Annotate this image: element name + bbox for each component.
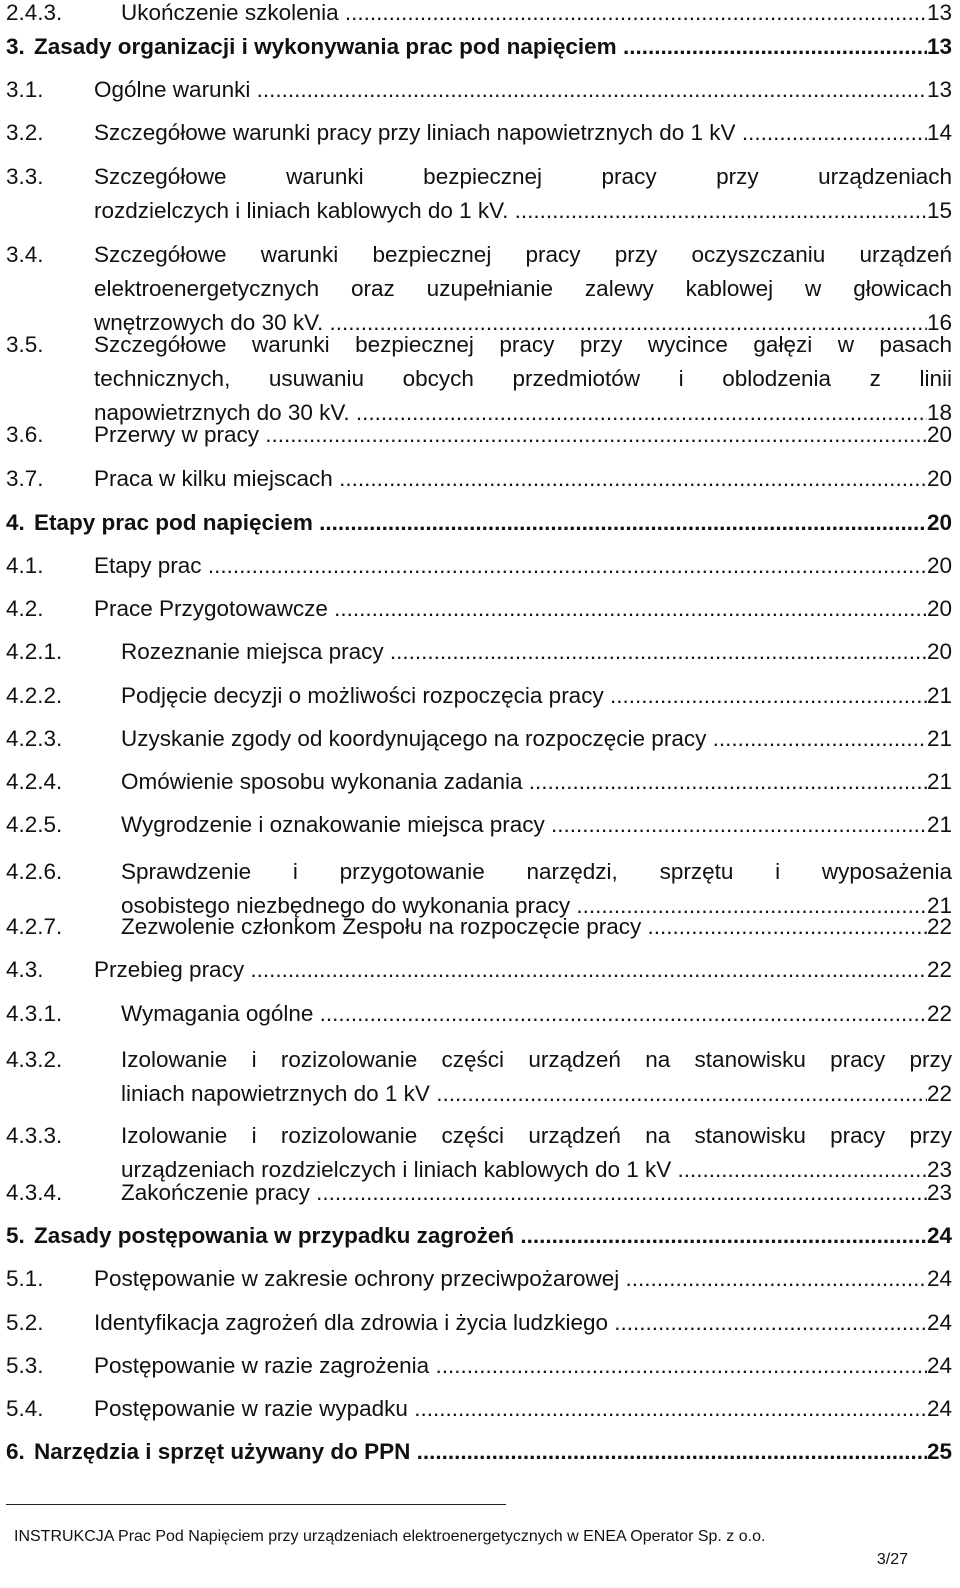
toc-entry[interactable] bbox=[6, 1349, 952, 1383]
toc-entry-page: 13 bbox=[926, 34, 952, 59]
toc-entry[interactable] bbox=[6, 418, 952, 452]
toc-entry-page: 23 bbox=[926, 1157, 952, 1182]
toc-entry-title: Ogólne warunki ..... bbox=[94, 73, 927, 107]
toc-entry-title: Zakończenie pracy ..... bbox=[121, 1176, 927, 1210]
toc-entry-page: 24 bbox=[926, 1266, 952, 1291]
toc-entry-title: Zasady organizacji i wykonywania prac pod napięciem ..... bbox=[34, 30, 927, 64]
toc-entry-title: Przebieg pracy ..... bbox=[94, 953, 927, 987]
toc-entry-page: 13 bbox=[926, 0, 952, 25]
toc-entry-title: osobistego niezbędnego do wykonania pracy ..... bbox=[121, 889, 927, 923]
toc-entry-number: 4. bbox=[6, 510, 25, 535]
toc-entry[interactable] bbox=[6, 0, 952, 30]
toc-entry-page: 13 bbox=[926, 77, 952, 102]
toc-entry-page: 24 bbox=[926, 1396, 952, 1421]
toc-entry[interactable] bbox=[6, 462, 952, 496]
toc-entry[interactable] bbox=[6, 116, 952, 150]
toc-entry-number: 4.2. bbox=[6, 596, 44, 621]
footer-text: INSTRUKCJA Prac Pod Napięciem przy urządzeniach elektroenergetycznych w ENEA Operator Sp. z o.o. bbox=[14, 1528, 766, 1545]
toc-entry-number: 3.5. bbox=[6, 332, 44, 357]
toc-entry-page: 18 bbox=[926, 400, 952, 425]
toc-entry-title: Rozeznanie miejsca pracy ..... bbox=[121, 635, 927, 669]
toc-entry-title: Etapy prac ..... bbox=[94, 549, 927, 583]
toc-entry-page: 21 bbox=[926, 726, 952, 751]
toc-entry-page: 25 bbox=[926, 1439, 952, 1464]
toc-entry[interactable] bbox=[6, 30, 952, 64]
toc-entry-number: 4.2.5. bbox=[6, 812, 63, 837]
toc-entry-number: 4.3.1. bbox=[6, 1001, 63, 1026]
toc-entry-number: 5.3. bbox=[6, 1353, 44, 1378]
toc-entry-page: 21 bbox=[926, 812, 952, 837]
toc-entry[interactable] bbox=[6, 328, 952, 430]
toc-entry-number: 2.4.3. bbox=[6, 0, 63, 25]
toc-entry[interactable] bbox=[6, 1219, 952, 1253]
toc-entry-title: Sprawdzenie i przygotowanie narzędzi, sprzętu i wyposażenia bbox=[121, 859, 952, 884]
toc-entry-number: 6. bbox=[6, 1439, 25, 1464]
toc-entry-title: Identyfikacja zagrożeń dla zdrowia i życia ludzkiego ..... bbox=[94, 1306, 927, 1340]
toc-entry-page: 21 bbox=[926, 769, 952, 794]
toc-entry-page: 20 bbox=[926, 422, 952, 447]
toc-entry-number: 4.1. bbox=[6, 553, 44, 578]
toc-entry-title: Narzędzia i sprzęt używany do PPN ..... bbox=[34, 1435, 927, 1469]
toc-entry[interactable] bbox=[6, 238, 952, 340]
toc-entry-page: 15 bbox=[926, 198, 952, 223]
toc-entry-page: 22 bbox=[926, 957, 952, 982]
toc-entry-page: 22 bbox=[926, 1001, 952, 1026]
toc-entry-title: napowietrznych do 30 kV. ..... bbox=[94, 396, 927, 430]
toc-entry-page: 20 bbox=[926, 466, 952, 491]
footer-divider bbox=[6, 1504, 506, 1505]
toc-entry-title: Etapy prac pod napięciem ..... bbox=[34, 506, 927, 540]
toc-entry[interactable] bbox=[6, 953, 952, 987]
toc-entry[interactable] bbox=[6, 506, 952, 540]
toc-entry-title: Szczegółowe warunki bezpiecznej pracy przy wycince gałęzi w pasach bbox=[94, 332, 952, 357]
toc-entry-title: technicznych, usuwaniu obcych przedmiotów i oblodzenia z linii bbox=[94, 366, 952, 391]
toc-entry-number: 4.2.4. bbox=[6, 769, 63, 794]
toc-entry-number: 4.2.3. bbox=[6, 726, 63, 751]
toc-entry-title: Izolowanie i rozizolowanie części urządzeń na stanowisku pracy przy bbox=[121, 1123, 952, 1148]
toc-entry-page: 22 bbox=[926, 1081, 952, 1106]
toc-entry-title: Szczegółowe warunki bezpiecznej pracy przy oczyszczaniu urządzeń bbox=[94, 242, 952, 267]
toc-entry[interactable] bbox=[6, 1043, 952, 1111]
toc-entry[interactable] bbox=[6, 997, 952, 1031]
toc-entry-title: Szczegółowe warunki bezpiecznej pracy przy urządzeniach bbox=[94, 164, 952, 189]
toc-entry-page: 20 bbox=[926, 596, 952, 621]
toc-entry-title: Zasady postępowania w przypadku zagrożeń ..... bbox=[34, 1219, 927, 1253]
toc-entry-title: urządzeniach rozdzielczych i liniach kablowych do 1 kV ..... bbox=[121, 1153, 927, 1187]
toc-entry-title: elektroenergetycznych oraz uzupełnianie zalewy kablowej w głowicach bbox=[94, 276, 952, 301]
toc-entry-page: 24 bbox=[926, 1353, 952, 1378]
toc-entry-page: 24 bbox=[926, 1223, 952, 1248]
toc-entry[interactable] bbox=[6, 1435, 952, 1469]
toc-entry[interactable] bbox=[6, 765, 952, 799]
toc-entry-page: 14 bbox=[926, 120, 952, 145]
toc-entry-title: Postępowanie w razie wypadku ..... bbox=[94, 1392, 927, 1426]
toc-entry-title: Praca w kilku miejscach ..... bbox=[94, 462, 927, 496]
toc-entry-title: Zezwolenie członkom Zespołu na rozpoczęcie pracy ..... bbox=[121, 910, 927, 944]
toc-entry-number: 4.2.7. bbox=[6, 914, 63, 939]
toc-entry-title: Postępowanie w zakresie ochrony przeciwpożarowej ..... bbox=[94, 1262, 927, 1296]
toc-entry-number: 3.6. bbox=[6, 422, 44, 447]
toc-entry[interactable] bbox=[6, 1176, 952, 1210]
toc-entry-number: 5.2. bbox=[6, 1310, 44, 1335]
toc-entry-number: 4.3. bbox=[6, 957, 44, 982]
toc-entry-number: 5. bbox=[6, 1223, 25, 1248]
toc-entry-title: Przerwy w pracy ..... bbox=[94, 418, 927, 452]
toc-entry[interactable] bbox=[6, 722, 952, 756]
toc-entry-title: Ukończenie szkolenia ..... bbox=[121, 0, 927, 30]
toc-entry-number: 4.3.4. bbox=[6, 1180, 63, 1205]
toc-entry-number: 4.2.1. bbox=[6, 639, 63, 664]
toc-entry-page: 24 bbox=[926, 1310, 952, 1335]
toc-entry-title: Wygrodzenie i oznakowanie miejsca pracy ..... bbox=[121, 808, 927, 842]
toc-entry-number: 5.4. bbox=[6, 1396, 44, 1421]
toc-entry[interactable] bbox=[6, 808, 952, 842]
toc-entry-page: 21 bbox=[926, 893, 952, 918]
toc-entry-number: 4.3.3. bbox=[6, 1123, 63, 1148]
toc-entry[interactable] bbox=[6, 1392, 952, 1426]
page-number: 3/27 bbox=[876, 1551, 908, 1568]
toc-entry[interactable] bbox=[6, 592, 952, 626]
toc-entry-title: liniach napowietrznych do 1 kV ..... bbox=[121, 1077, 927, 1111]
toc-entry[interactable] bbox=[6, 1262, 952, 1296]
toc-entry-page: 22 bbox=[926, 914, 952, 939]
toc-entry[interactable] bbox=[6, 73, 952, 107]
toc-entry-title: Szczegółowe warunki pracy przy liniach napowietrznych do 1 kV ..... bbox=[94, 116, 927, 150]
toc-entry[interactable] bbox=[6, 160, 952, 228]
toc-entry-number: 3.3. bbox=[6, 164, 44, 189]
toc-entry-number: 4.2.2. bbox=[6, 683, 63, 708]
toc-entry[interactable] bbox=[6, 549, 952, 583]
toc-entry-number: 5.1. bbox=[6, 1266, 44, 1291]
toc-entry-title: wnętrzowych do 30 kV. ..... bbox=[94, 306, 927, 340]
toc-entry-page: 20 bbox=[926, 553, 952, 578]
toc-entry-page: 20 bbox=[926, 639, 952, 664]
toc-entry-title: Omówienie sposobu wykonania zadania ..... bbox=[121, 765, 927, 799]
toc-entry-number: 3.7. bbox=[6, 466, 44, 491]
toc-entry[interactable] bbox=[6, 910, 952, 944]
toc-entry-title: Podjęcie decyzji o możliwości rozpoczęcia pracy ..... bbox=[121, 679, 927, 713]
toc-entry-title: Postępowanie w razie zagrożenia ..... bbox=[94, 1349, 927, 1383]
toc-entry-number: 3. bbox=[6, 34, 25, 59]
toc-entry[interactable] bbox=[6, 679, 952, 713]
toc-entry[interactable] bbox=[6, 635, 952, 669]
toc-entry-title: Uzyskanie zgody od koordynującego na rozpoczęcie pracy ..... bbox=[121, 722, 927, 756]
toc-entry-title: Izolowanie i rozizolowanie części urządzeń na stanowisku pracy przy bbox=[121, 1047, 952, 1072]
toc-entry-title: Wymagania ogólne ..... bbox=[121, 997, 927, 1031]
toc-entry-number: 3.2. bbox=[6, 120, 44, 145]
toc-entry-title: rozdzielczych i liniach kablowych do 1 kV. ..... bbox=[94, 194, 927, 228]
toc-entry-number: 3.4. bbox=[6, 242, 44, 267]
toc-entry-title: Prace Przygotowawcze ..... bbox=[94, 592, 927, 626]
toc-entry-page: 23 bbox=[926, 1180, 952, 1205]
toc-entry-number: 4.3.2. bbox=[6, 1047, 63, 1072]
toc-entry-page: 21 bbox=[926, 683, 952, 708]
toc-entry-page: 20 bbox=[926, 510, 952, 535]
toc-entry-number: 3.1. bbox=[6, 77, 44, 102]
toc-entry[interactable] bbox=[6, 1306, 952, 1340]
toc-entry-number: 4.2.6. bbox=[6, 859, 63, 884]
toc-entry-page: 16 bbox=[926, 310, 952, 335]
